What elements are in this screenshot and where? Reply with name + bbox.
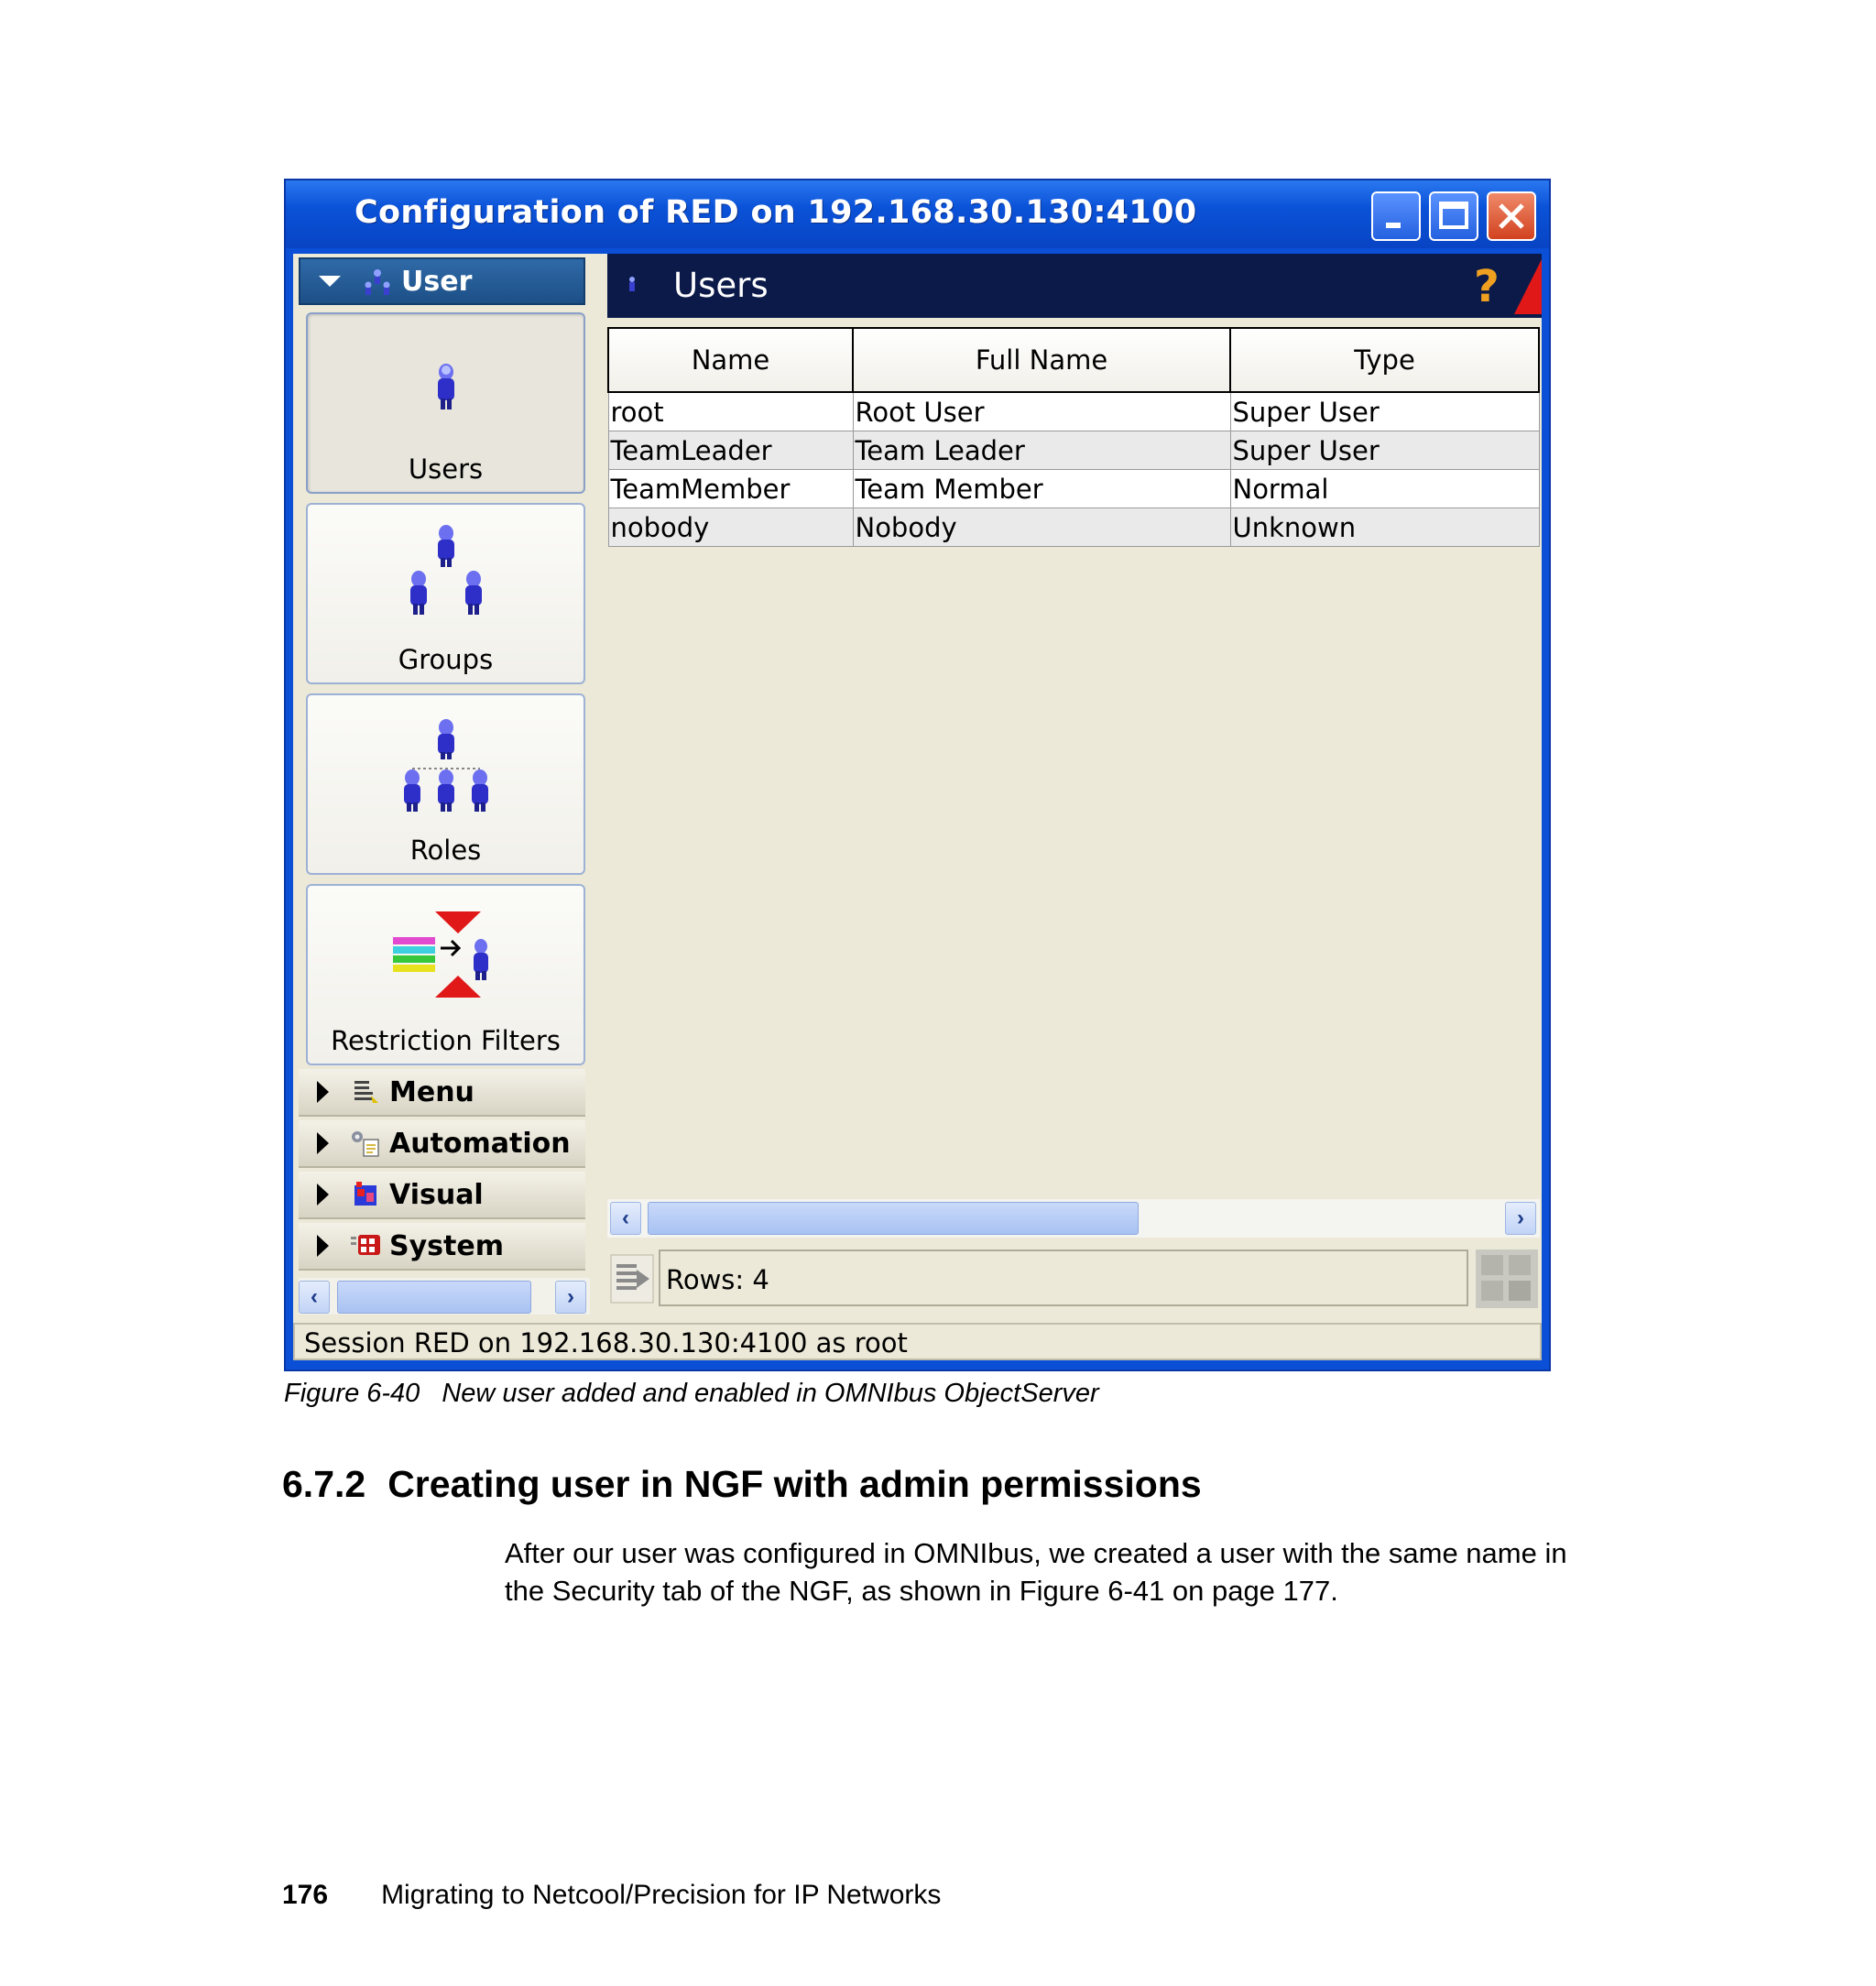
automation-icon [349,1129,382,1158]
table-row[interactable] [608,470,1539,508]
panel-header [607,254,1542,318]
minimize-icon [1373,193,1419,239]
users-table [607,327,1540,547]
column-header-name[interactable]: Name [608,328,853,392]
help-icon[interactable] [1468,256,1542,316]
left-horizontal-scrollbar[interactable] [299,1278,590,1315]
maximize-icon [1431,193,1477,239]
export-icon[interactable] [609,1253,655,1304]
system-icon [349,1231,382,1260]
scroll-right-button[interactable]: › [1505,1202,1536,1235]
figure-text: New user added and enabled in OMNIbus ObjectServer [442,1379,1099,1408]
group-label-visual: Visual [389,1178,484,1211]
groups-icon [400,523,492,624]
section-title: Creating user in NGF with admin permissions [387,1463,1202,1505]
cell-name: root [608,392,853,431]
section-number: 6.7.2 [282,1463,366,1505]
scroll-thumb[interactable] [337,1281,531,1314]
group-label-system: System [389,1229,504,1262]
cell-name: nobody [608,508,853,547]
window-client [293,254,1542,1360]
left-navigation [293,254,600,1316]
column-header-full-name[interactable]: Full Name [853,328,1230,392]
group-header-system[interactable] [299,1223,585,1271]
nav-roles[interactable] [306,693,585,875]
group-label-automation: Automation [389,1127,571,1160]
maximize-button[interactable] [1429,191,1478,241]
row-count: Rows: 4 [659,1249,1468,1306]
panel-title: Users [673,266,769,305]
close-button[interactable] [1487,191,1536,241]
title-bar[interactable] [286,180,1549,248]
window-title: Configuration of RED on 192.168.30.130:4100 [354,194,1197,231]
grid-settings-icon[interactable] [1476,1249,1538,1308]
column-header-type[interactable]: Type [1230,328,1539,392]
expand-arrow-icon [317,1235,329,1257]
close-icon [1489,193,1534,239]
users-table-area [607,327,1540,1197]
config-window [284,179,1551,1371]
cell-type: Normal [1230,470,1539,508]
table-row[interactable] [608,431,1539,470]
cell-name: TeamMember [608,470,853,508]
cell-full-name: Team Leader [853,431,1230,470]
cell-full-name: Team Member [853,470,1230,508]
cell-full-name: Root User [853,392,1230,431]
expand-arrow-icon [317,1184,329,1206]
nav-users[interactable] [306,312,585,494]
roles-icon [396,717,496,818]
menu-icon [349,1077,382,1107]
page-footer [282,1880,941,1911]
group-label-user: User [401,265,473,298]
minimize-button[interactable] [1371,191,1421,241]
book-title: Migrating to Netcool/Precision for IP Networks [381,1880,942,1910]
group-header-menu[interactable] [299,1069,585,1117]
body-paragraph: After our user was configured in OMNIbus, we created a user with the same name in the Security tab of the NGF, as shown in Figure 6-41 on page 177. [505,1537,1567,1607]
section-heading [282,1463,1224,1506]
expand-arrow-icon [317,1081,329,1103]
nav-restriction-filters-label: Restriction Filters [331,1025,561,1056]
user-group-icon [361,267,394,296]
page-number: 176 [282,1880,329,1910]
table-row[interactable] [608,508,1539,547]
figure-caption [284,1379,1121,1409]
visual-icon [349,1180,382,1209]
nav-users-label: Users [408,453,484,485]
cell-type: Super User [1230,392,1539,431]
table-row[interactable] [608,392,1539,431]
group-header-visual[interactable] [299,1172,585,1219]
nav-roles-label: Roles [409,835,482,866]
cell-full-name: Nobody [853,508,1230,547]
nav-groups-label: Groups [398,644,494,675]
svg-text:?: ? [1474,261,1500,312]
restriction-filters-icon [391,911,501,1003]
expand-arrow-icon [317,1132,329,1154]
group-label-menu: Menu [389,1075,474,1108]
users-panel [607,254,1542,1316]
figure-number: Figure 6-40 [284,1379,420,1408]
user-icon [626,276,638,294]
user-icon [428,362,464,413]
cell-name: TeamLeader [608,431,853,470]
scroll-left-button[interactable]: ‹ [610,1202,641,1235]
session-status-bar: Session RED on 192.168.30.130:4100 as root [293,1323,1542,1360]
nav-groups[interactable] [306,503,585,684]
scroll-right-button[interactable]: › [555,1281,586,1314]
scroll-thumb[interactable] [648,1202,1139,1235]
cell-type: Unknown [1230,508,1539,547]
group-header-user[interactable] [299,257,585,305]
collapse-arrow-icon [319,276,341,287]
table-status-row [607,1249,1542,1308]
scroll-left-button[interactable]: ‹ [299,1281,330,1314]
nav-restriction-filters[interactable] [306,884,585,1065]
table-horizontal-scrollbar[interactable] [607,1199,1540,1238]
cell-type: Super User [1230,431,1539,470]
group-header-automation[interactable] [299,1120,585,1168]
